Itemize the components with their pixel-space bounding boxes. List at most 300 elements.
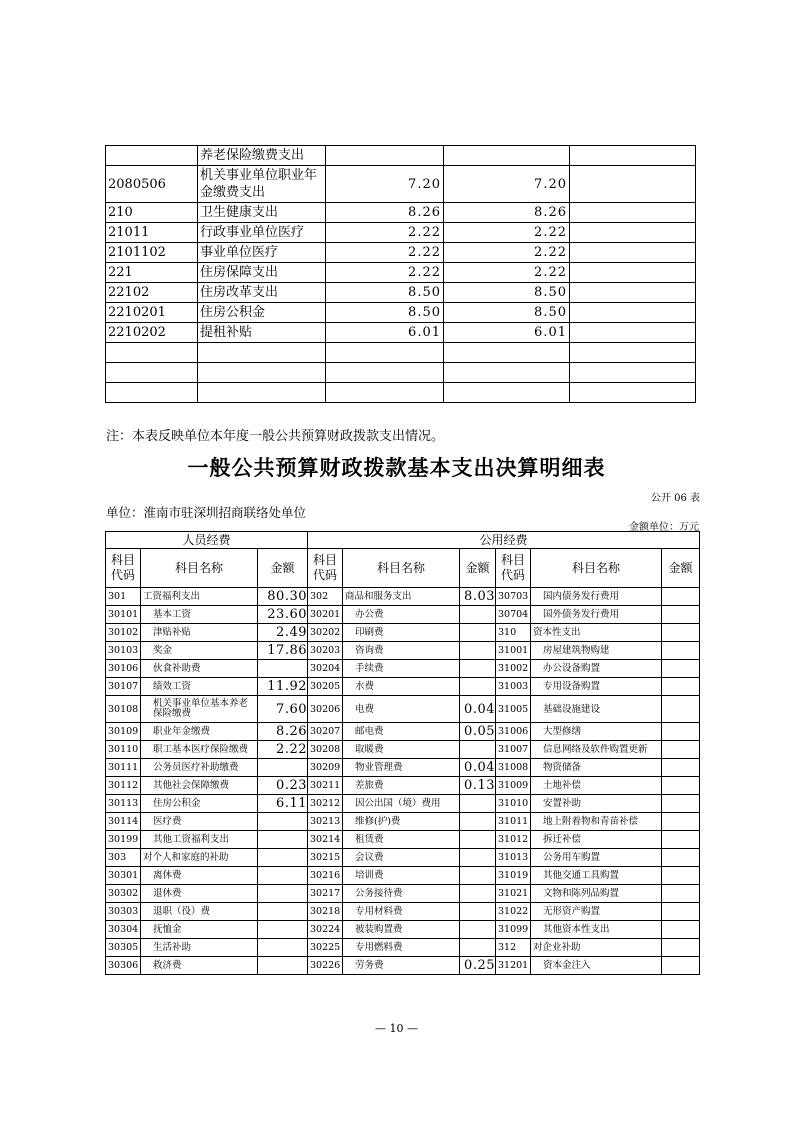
amount-cell: 8.50 (444, 303, 570, 323)
subject-name-cell (198, 383, 326, 403)
subject-name-cell: 公务员医疗补助缴费 (141, 759, 258, 777)
subject-name-cell: 会议费 (343, 849, 460, 867)
amount-cell (460, 831, 496, 849)
subject-name-cell: 卫生健康支出 (198, 203, 326, 223)
amount-cell (460, 741, 496, 759)
table-row (106, 283, 696, 303)
subject-name-cell: 提租补贴 (198, 323, 326, 343)
table-note: 注：本表反映单位本年度一般公共预算财政拨款支出情况。 (106, 429, 445, 444)
amount-cell (662, 660, 700, 678)
subject-code-cell: 30212 (308, 795, 343, 813)
subject-name-cell: 退职（役）费 (141, 903, 258, 921)
subject-name-cell: 办公费 (343, 606, 460, 624)
subject-name-cell: 物业管理费 (343, 759, 460, 777)
amount-cell (258, 957, 308, 975)
subject-code-cell: 30112 (106, 777, 141, 795)
subject-name-cell (198, 363, 326, 383)
subject-code-cell: 30109 (106, 723, 141, 741)
subject-name-cell: 公务接待费 (343, 885, 460, 903)
form-number: 公开 06 表 (650, 493, 700, 504)
amount-cell (326, 383, 444, 403)
col-header-amount: 金额 (258, 549, 308, 588)
amount-cell (258, 903, 308, 921)
subject-code-cell: 30113 (106, 795, 141, 813)
table-row (106, 678, 700, 696)
subject-name-cell (198, 343, 326, 363)
subject-name-cell: 机关事业单位基本养老保险缴费 (141, 696, 258, 723)
subject-name-cell: 对企业补助 (531, 939, 662, 957)
subject-name-cell: 机关事业单位职业年金缴费支出 (198, 166, 326, 203)
subject-name-cell: 被装购置费 (343, 921, 460, 939)
table-row (106, 939, 700, 957)
amount-cell (662, 588, 700, 606)
subject-code-cell: 30108 (106, 696, 141, 723)
subject-code-cell: 30199 (106, 831, 141, 849)
subject-code-cell: 31012 (496, 831, 531, 849)
amount-cell: 2.22 (444, 263, 570, 283)
subject-code-cell: 22102 (106, 283, 198, 303)
amount-cell: 0.25 (460, 957, 496, 975)
amount-cell (460, 903, 496, 921)
subject-code-cell: 30106 (106, 660, 141, 678)
amount-cell (662, 678, 700, 696)
amount-cell: 2.22 (444, 243, 570, 263)
amount-cell (570, 323, 696, 343)
amount-cell: 8.50 (326, 283, 444, 303)
subject-code-cell: 30203 (308, 642, 343, 660)
table-row (106, 588, 700, 606)
subject-name-cell: 住房公积金 (141, 795, 258, 813)
subject-code-cell: 30226 (308, 957, 343, 975)
amount-cell: 8.26 (326, 203, 444, 223)
amount-cell (662, 831, 700, 849)
amount-cell (460, 939, 496, 957)
table-row (106, 867, 700, 885)
subject-name-cell: 职业年金缴费 (141, 723, 258, 741)
table-row (106, 696, 700, 723)
subject-code-cell: 31022 (496, 903, 531, 921)
amount-cell (570, 263, 696, 283)
subject-code-cell: 31008 (496, 759, 531, 777)
amount-cell: 23.60 (258, 606, 308, 624)
subject-name-cell: 培训费 (343, 867, 460, 885)
group-header-personnel: 人员经费 (106, 532, 308, 549)
subject-code-cell: 30206 (308, 696, 343, 723)
subject-code-cell (106, 146, 198, 166)
amount-cell: 6.11 (258, 795, 308, 813)
table-row (106, 957, 700, 975)
subject-name-cell: 离休费 (141, 867, 258, 885)
amount-cell (444, 343, 570, 363)
subject-name-cell: 水费 (343, 678, 460, 696)
amount-cell (662, 813, 700, 831)
amount-cell: 0.23 (258, 777, 308, 795)
table-row (106, 795, 700, 813)
subject-name-cell: 对个人和家庭的补助 (141, 849, 258, 867)
table-row (106, 606, 700, 624)
table-row (106, 263, 696, 283)
subject-code-cell: 303 (106, 849, 141, 867)
subject-code-cell: 31003 (496, 678, 531, 696)
subject-name-cell: 无形资产购置 (531, 903, 662, 921)
subject-name-cell: 国外债务发行费用 (531, 606, 662, 624)
amount-cell: 11.92 (258, 678, 308, 696)
table-row (106, 921, 700, 939)
table-row (106, 741, 700, 759)
subject-name-cell: 差旅费 (343, 777, 460, 795)
subject-name-cell: 伙食补助费 (141, 660, 258, 678)
subject-code-cell: 210 (106, 203, 198, 223)
col-header-name: 科目名称 (141, 549, 258, 588)
subject-name-cell: 劳务费 (343, 957, 460, 975)
subject-name-cell: 津贴补贴 (141, 624, 258, 642)
subject-code-cell: 2210201 (106, 303, 198, 323)
money-unit: 金额单位：万元 (629, 522, 699, 533)
amount-cell: 7.20 (326, 166, 444, 203)
amount-cell (570, 343, 696, 363)
amount-cell (258, 921, 308, 939)
subject-code-cell: 31201 (496, 957, 531, 975)
subject-name-cell: 事业单位医疗 (198, 243, 326, 263)
subject-code-cell: 31019 (496, 867, 531, 885)
subject-code-cell: 31002 (496, 660, 531, 678)
subject-name-cell: 因公出国（境）费用 (343, 795, 460, 813)
amount-cell: 2.22 (326, 223, 444, 243)
amount-cell (570, 166, 696, 203)
table-row (106, 343, 696, 363)
subject-code-cell: 30225 (308, 939, 343, 957)
subject-code-cell (106, 343, 198, 363)
table-row (106, 777, 700, 795)
page-title: 一般公共预算财政拨款基本支出决算明细表 (187, 456, 606, 480)
subject-name-cell: 取暖费 (343, 741, 460, 759)
subject-code-cell: 31005 (496, 696, 531, 723)
amount-cell: 17.86 (258, 642, 308, 660)
amount-cell (662, 849, 700, 867)
subject-code-cell: 31021 (496, 885, 531, 903)
subject-code-cell: 302 (308, 588, 343, 606)
amount-cell (662, 696, 700, 723)
subject-code-cell: 30209 (308, 759, 343, 777)
table-row (106, 303, 696, 323)
subject-code-cell (106, 383, 198, 403)
subject-name-cell: 专用设备购置 (531, 678, 662, 696)
subject-name-cell: 信息网络及软件购置更新 (531, 741, 662, 759)
table-row (106, 642, 700, 660)
table-row (106, 813, 700, 831)
amount-cell (460, 624, 496, 642)
subject-code-cell: 30205 (308, 678, 343, 696)
table-row (106, 723, 700, 741)
table-row (106, 660, 700, 678)
amount-cell: 0.05 (460, 723, 496, 741)
amount-cell: 6.01 (444, 323, 570, 343)
amount-cell: 8.50 (444, 283, 570, 303)
amount-cell: 0.04 (460, 696, 496, 723)
subject-name-cell: 房屋建筑物购建 (531, 642, 662, 660)
subject-name-cell: 专用燃料费 (343, 939, 460, 957)
subject-name-cell: 基础设施建设 (531, 696, 662, 723)
subject-code-cell: 30302 (106, 885, 141, 903)
col-header-code: 科目代码 (308, 549, 343, 588)
basic-expenditure-detail-table (105, 531, 700, 975)
amount-cell (444, 146, 570, 166)
amount-cell (662, 957, 700, 975)
subject-code-cell: 310 (496, 624, 531, 642)
col-header-amount: 金额 (662, 549, 700, 588)
amount-cell (570, 363, 696, 383)
amount-cell (460, 660, 496, 678)
subject-code-cell: 21011 (106, 223, 198, 243)
amount-cell (326, 343, 444, 363)
subject-code-cell: 30217 (308, 885, 343, 903)
amount-cell (258, 939, 308, 957)
subject-name-cell: 电费 (343, 696, 460, 723)
subject-code-cell: 30201 (308, 606, 343, 624)
subject-name-cell: 安置补助 (531, 795, 662, 813)
subject-name-cell: 抚恤金 (141, 921, 258, 939)
amount-cell (460, 642, 496, 660)
amount-cell (326, 363, 444, 383)
amount-cell (460, 921, 496, 939)
subject-name-cell: 基本工资 (141, 606, 258, 624)
subject-name-cell: 其他交通工具购置 (531, 867, 662, 885)
subject-code-cell: 30107 (106, 678, 141, 696)
subject-name-cell: 工资福利支出 (141, 588, 258, 606)
subject-code-cell: 30704 (496, 606, 531, 624)
subject-name-cell: 租赁费 (343, 831, 460, 849)
amount-cell: 2.22 (326, 263, 444, 283)
amount-cell (662, 921, 700, 939)
subject-code-cell: 30304 (106, 921, 141, 939)
subject-name-cell: 拆迁补偿 (531, 831, 662, 849)
subject-code-cell: 2101102 (106, 243, 198, 263)
subject-code-cell: 30111 (106, 759, 141, 777)
amount-cell (662, 903, 700, 921)
subject-name-cell: 职工基本医疗保险缴费 (141, 741, 258, 759)
amount-cell (444, 383, 570, 403)
subject-name-cell: 其他工资福利支出 (141, 831, 258, 849)
subject-name-cell: 奖金 (141, 642, 258, 660)
table-row (106, 203, 696, 223)
subject-code-cell: 31099 (496, 921, 531, 939)
subject-name-cell: 住房改革支出 (198, 283, 326, 303)
subject-name-cell: 邮电费 (343, 723, 460, 741)
subject-code-cell: 30101 (106, 606, 141, 624)
subject-name-cell: 住房保障支出 (198, 263, 326, 283)
subject-name-cell: 商品和服务支出 (343, 588, 460, 606)
amount-cell (444, 363, 570, 383)
subject-code-cell: 30102 (106, 624, 141, 642)
subject-name-cell: 专用材料费 (343, 903, 460, 921)
table-row (106, 383, 696, 403)
amount-cell (662, 741, 700, 759)
subject-code-cell: 31001 (496, 642, 531, 660)
amount-cell: 2.22 (258, 741, 308, 759)
amount-cell: 8.26 (258, 723, 308, 741)
subject-code-cell: 30202 (308, 624, 343, 642)
subject-name-cell: 土地补偿 (531, 777, 662, 795)
subject-name-cell: 养老保险缴费支出 (198, 146, 326, 166)
subject-name-cell: 物资储备 (531, 759, 662, 777)
amount-cell: 7.60 (258, 696, 308, 723)
amount-cell (258, 813, 308, 831)
subject-code-cell: 30214 (308, 831, 343, 849)
subject-code-cell: 30207 (308, 723, 343, 741)
amount-cell (662, 867, 700, 885)
group-header-public: 公用经费 (308, 532, 700, 549)
subject-code-cell: 31006 (496, 723, 531, 741)
subject-name-cell: 国内债务发行费用 (531, 588, 662, 606)
amount-cell (258, 867, 308, 885)
table-row (106, 223, 696, 243)
amount-cell: 8.03 (460, 588, 496, 606)
subject-name-cell: 救济费 (141, 957, 258, 975)
amount-cell: 2.22 (326, 243, 444, 263)
amount-cell: 2.22 (444, 223, 570, 243)
subject-code-cell: 30303 (106, 903, 141, 921)
subject-code-cell: 30306 (106, 957, 141, 975)
subject-name-cell: 绩效工资 (141, 678, 258, 696)
subject-code-cell: 31013 (496, 849, 531, 867)
amount-cell (662, 624, 700, 642)
amount-cell (258, 885, 308, 903)
col-header-code: 科目代码 (106, 549, 141, 588)
subject-name-cell: 退休费 (141, 885, 258, 903)
subject-code-cell: 30703 (496, 588, 531, 606)
amount-cell (258, 849, 308, 867)
amount-cell: 8.50 (326, 303, 444, 323)
amount-cell (460, 795, 496, 813)
amount-cell (258, 660, 308, 678)
col-header-name: 科目名称 (531, 549, 662, 588)
amount-cell (662, 795, 700, 813)
amount-cell (460, 867, 496, 885)
amount-cell (662, 885, 700, 903)
amount-cell (570, 383, 696, 403)
subject-name-cell: 生活补助 (141, 939, 258, 957)
subject-name-cell: 其他社会保障缴费 (141, 777, 258, 795)
page-number: — 10 — (375, 1022, 418, 1035)
amount-cell (570, 283, 696, 303)
subject-code-cell: 30213 (308, 813, 343, 831)
subject-code-cell: 2210202 (106, 323, 198, 343)
amount-cell: 6.01 (326, 323, 444, 343)
subject-code-cell: 30211 (308, 777, 343, 795)
subject-name-cell: 大型修缮 (531, 723, 662, 741)
amount-cell (460, 885, 496, 903)
subject-code-cell: 30103 (106, 642, 141, 660)
amount-cell: 2.49 (258, 624, 308, 642)
table-row (106, 323, 696, 343)
amount-cell (326, 146, 444, 166)
table-row (106, 363, 696, 383)
table-row (106, 849, 700, 867)
subject-name-cell: 住房公积金 (198, 303, 326, 323)
subject-code-cell: 30216 (308, 867, 343, 885)
table-row (106, 243, 696, 263)
subject-name-cell: 地上附着物和青苗补偿 (531, 813, 662, 831)
subject-code-cell: 312 (496, 939, 531, 957)
subject-code-cell: 30301 (106, 867, 141, 885)
amount-cell (662, 777, 700, 795)
subject-name-cell: 公务用车购置 (531, 849, 662, 867)
expenditure-table-continued (105, 145, 696, 403)
subject-code-cell: 30208 (308, 741, 343, 759)
subject-code-cell: 30218 (308, 903, 343, 921)
subject-name-cell: 咨询费 (343, 642, 460, 660)
subject-code-cell: 30215 (308, 849, 343, 867)
amount-cell (662, 606, 700, 624)
amount-cell (570, 203, 696, 223)
subject-name-cell: 印刷费 (343, 624, 460, 642)
table-row (106, 831, 700, 849)
table-row (106, 759, 700, 777)
amount-cell (258, 759, 308, 777)
subject-code-cell: 2080506 (106, 166, 198, 203)
subject-code-cell: 31009 (496, 777, 531, 795)
amount-cell (570, 146, 696, 166)
amount-cell: 0.04 (460, 759, 496, 777)
subject-code-cell: 30114 (106, 813, 141, 831)
amount-cell (258, 831, 308, 849)
amount-cell (460, 606, 496, 624)
amount-cell (662, 642, 700, 660)
subject-name-cell: 行政事业单位医疗 (198, 223, 326, 243)
amount-cell: 7.20 (444, 166, 570, 203)
amount-cell (570, 303, 696, 323)
amount-cell (570, 223, 696, 243)
table-row (106, 166, 696, 203)
table-row (106, 885, 700, 903)
subject-code-cell: 30305 (106, 939, 141, 957)
col-header-name: 科目名称 (343, 549, 460, 588)
subject-code-cell: 31011 (496, 813, 531, 831)
amount-cell: 0.13 (460, 777, 496, 795)
subject-code-cell: 31010 (496, 795, 531, 813)
subject-name-cell: 维修(护)费 (343, 813, 460, 831)
col-header-code: 科目代码 (496, 549, 531, 588)
table-row (106, 624, 700, 642)
amount-cell (662, 939, 700, 957)
amount-cell: 80.30 (258, 588, 308, 606)
subject-name-cell: 资本金注入 (531, 957, 662, 975)
subject-name-cell: 文物和陈列品购置 (531, 885, 662, 903)
subject-code-cell: 31007 (496, 741, 531, 759)
subject-code-cell: 30110 (106, 741, 141, 759)
subject-code-cell: 30224 (308, 921, 343, 939)
subject-name-cell: 手续费 (343, 660, 460, 678)
subject-code-cell: 221 (106, 263, 198, 283)
table-row (106, 903, 700, 921)
subject-name-cell: 资本性支出 (531, 624, 662, 642)
table-row (106, 146, 696, 166)
unit-label: 单位：淮南市驻深圳招商联络处单位 (106, 505, 307, 520)
amount-cell (460, 678, 496, 696)
amount-cell (460, 813, 496, 831)
amount-cell (662, 723, 700, 741)
subject-name-cell: 其他资本性支出 (531, 921, 662, 939)
amount-cell: 8.26 (444, 203, 570, 223)
amount-cell (662, 759, 700, 777)
subject-code-cell: 30204 (308, 660, 343, 678)
amount-cell (570, 243, 696, 263)
subject-code-cell (106, 363, 198, 383)
subject-name-cell: 办公设备购置 (531, 660, 662, 678)
amount-cell (460, 849, 496, 867)
subject-name-cell: 医疗费 (141, 813, 258, 831)
col-header-amount: 金额 (460, 549, 496, 588)
